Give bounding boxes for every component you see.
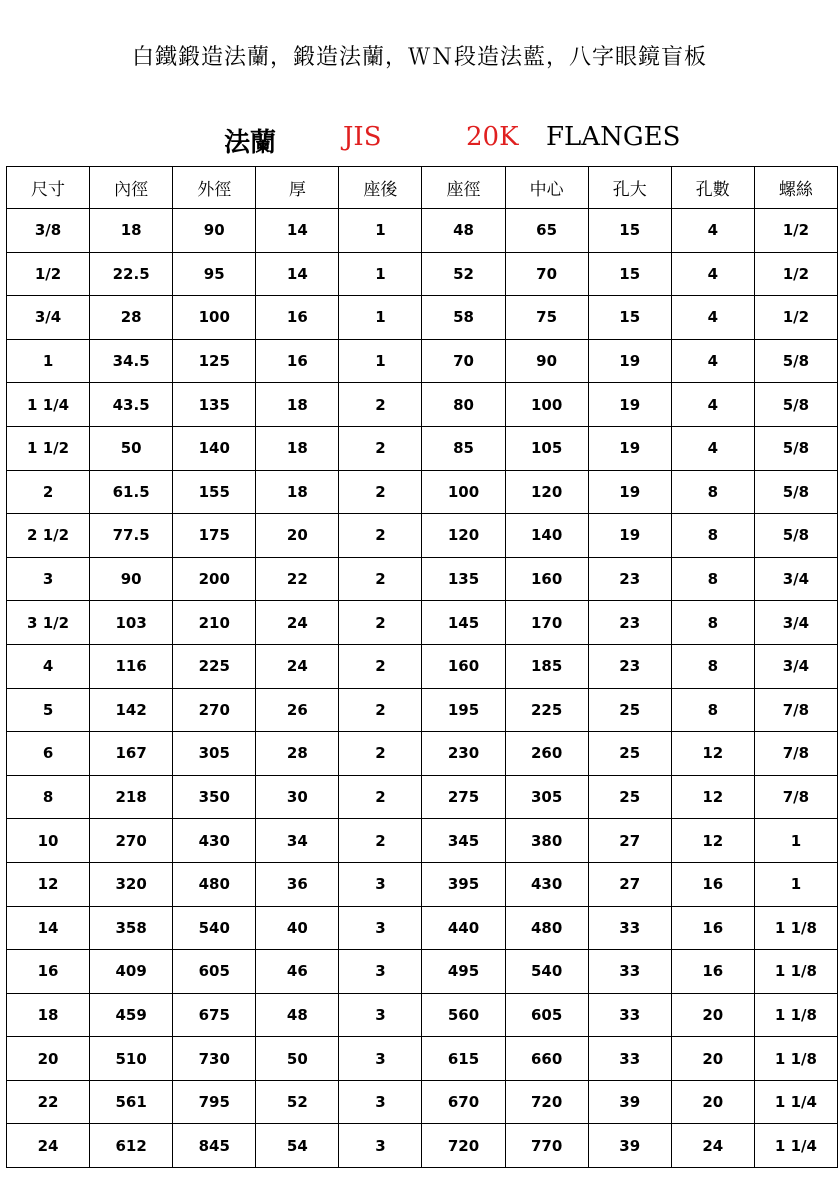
cell-hole-size: 33 (588, 950, 671, 994)
cell-inner-diameter: 561 (90, 1080, 173, 1124)
cell-bolt: 1 (754, 862, 837, 906)
cell-bolt-circle: 430 (505, 862, 588, 906)
cell-thickness: 52 (256, 1080, 339, 1124)
cell-seat-back: 2 (339, 732, 422, 776)
cell-bolt: 7/8 (754, 775, 837, 819)
cell-hole-size: 23 (588, 557, 671, 601)
table-row (7, 296, 838, 340)
table-row (7, 906, 838, 950)
cell-bolt: 1 1/8 (754, 906, 837, 950)
cell-seat-diameter: 80 (422, 383, 505, 427)
cell-hole-size: 39 (588, 1080, 671, 1124)
cell-size: 1 1/2 (7, 426, 90, 470)
table-row (7, 383, 838, 427)
cell-size: 3/4 (7, 296, 90, 340)
cell-outer-diameter: 200 (173, 557, 256, 601)
cell-inner-diameter: 50 (90, 426, 173, 470)
cell-seat-diameter: 440 (422, 906, 505, 950)
flange-spec-table (6, 166, 838, 1168)
cell-thickness: 24 (256, 644, 339, 688)
cell-thickness: 18 (256, 470, 339, 514)
cell-seat-back: 1 (339, 252, 422, 296)
cell-inner-diameter: 22.5 (90, 252, 173, 296)
cell-outer-diameter: 90 (173, 209, 256, 253)
cell-hole-count: 4 (671, 209, 754, 253)
cell-seat-back: 2 (339, 688, 422, 732)
cell-inner-diameter: 612 (90, 1124, 173, 1168)
cell-hole-size: 19 (588, 470, 671, 514)
cell-hole-count: 8 (671, 688, 754, 732)
table-row (7, 644, 838, 688)
cell-seat-back: 2 (339, 470, 422, 514)
cell-bolt-circle: 185 (505, 644, 588, 688)
cell-inner-diameter: 34.5 (90, 339, 173, 383)
cell-thickness: 18 (256, 383, 339, 427)
cell-outer-diameter: 305 (173, 732, 256, 776)
col-header-inner-diameter: 內徑 (90, 167, 173, 209)
cell-thickness: 20 (256, 514, 339, 558)
cell-outer-diameter: 140 (173, 426, 256, 470)
cell-inner-diameter: 358 (90, 906, 173, 950)
col-header-hole-size: 孔大 (588, 167, 671, 209)
cell-bolt: 1 1/8 (754, 993, 837, 1037)
cell-seat-diameter: 70 (422, 339, 505, 383)
cell-bolt-circle: 105 (505, 426, 588, 470)
cell-hole-count: 4 (671, 252, 754, 296)
cell-bolt: 3/4 (754, 601, 837, 645)
cell-bolt-circle: 605 (505, 993, 588, 1037)
cell-outer-diameter: 270 (173, 688, 256, 732)
cell-hole-size: 25 (588, 732, 671, 776)
table-row (7, 426, 838, 470)
cell-inner-diameter: 18 (90, 209, 173, 253)
cell-bolt: 1/2 (754, 296, 837, 340)
cell-seat-back: 2 (339, 819, 422, 863)
cell-size: 20 (7, 1037, 90, 1081)
cell-inner-diameter: 270 (90, 819, 173, 863)
cell-bolt: 1 1/4 (754, 1080, 837, 1124)
col-header-size: 尺寸 (7, 167, 90, 209)
col-header-seat-diameter: 座徑 (422, 167, 505, 209)
cell-seat-back: 2 (339, 557, 422, 601)
cell-bolt-circle: 225 (505, 688, 588, 732)
cell-bolt-circle: 480 (505, 906, 588, 950)
cell-thickness: 36 (256, 862, 339, 906)
cell-outer-diameter: 605 (173, 950, 256, 994)
cell-seat-back: 3 (339, 993, 422, 1037)
cell-seat-diameter: 58 (422, 296, 505, 340)
cell-outer-diameter: 225 (173, 644, 256, 688)
table-row (7, 252, 838, 296)
table-row (7, 950, 838, 994)
table-row (7, 862, 838, 906)
cell-hole-count: 4 (671, 296, 754, 340)
cell-outer-diameter: 795 (173, 1080, 256, 1124)
cell-bolt: 1 1/8 (754, 950, 837, 994)
table-row (7, 732, 838, 776)
cell-thickness: 54 (256, 1124, 339, 1168)
cell-bolt-circle: 70 (505, 252, 588, 296)
cell-inner-diameter: 103 (90, 601, 173, 645)
cell-hole-size: 23 (588, 644, 671, 688)
cell-thickness: 14 (256, 209, 339, 253)
cell-seat-diameter: 560 (422, 993, 505, 1037)
table-row (7, 688, 838, 732)
heading-pressure-rating: 20K (466, 122, 519, 152)
cell-bolt-circle: 90 (505, 339, 588, 383)
cell-bolt-circle: 770 (505, 1124, 588, 1168)
cell-seat-back: 2 (339, 514, 422, 558)
cell-thickness: 40 (256, 906, 339, 950)
cell-size: 8 (7, 775, 90, 819)
cell-seat-diameter: 615 (422, 1037, 505, 1081)
cell-inner-diameter: 116 (90, 644, 173, 688)
cell-size: 1 1/4 (7, 383, 90, 427)
cell-hole-size: 19 (588, 339, 671, 383)
table-row (7, 339, 838, 383)
cell-bolt: 1/2 (754, 209, 837, 253)
cell-thickness: 34 (256, 819, 339, 863)
col-header-hole-count: 孔數 (671, 167, 754, 209)
cell-hole-size: 23 (588, 601, 671, 645)
cell-seat-diameter: 395 (422, 862, 505, 906)
cell-size: 3/8 (7, 209, 90, 253)
cell-seat-diameter: 230 (422, 732, 505, 776)
cell-bolt-circle: 140 (505, 514, 588, 558)
cell-hole-count: 20 (671, 993, 754, 1037)
cell-size: 3 (7, 557, 90, 601)
cell-thickness: 46 (256, 950, 339, 994)
cell-hole-count: 24 (671, 1124, 754, 1168)
heading-standard: JIS (343, 122, 382, 152)
cell-size: 24 (7, 1124, 90, 1168)
cell-hole-count: 4 (671, 426, 754, 470)
cell-size: 2 (7, 470, 90, 514)
cell-outer-diameter: 350 (173, 775, 256, 819)
cell-bolt-circle: 660 (505, 1037, 588, 1081)
table-row (7, 1080, 838, 1124)
cell-bolt: 7/8 (754, 688, 837, 732)
col-header-seat-back: 座後 (339, 167, 422, 209)
cell-seat-diameter: 670 (422, 1080, 505, 1124)
cell-inner-diameter: 459 (90, 993, 173, 1037)
cell-size: 1/2 (7, 252, 90, 296)
cell-bolt-circle: 380 (505, 819, 588, 863)
cell-size: 22 (7, 1080, 90, 1124)
cell-bolt-circle: 305 (505, 775, 588, 819)
cell-thickness: 16 (256, 339, 339, 383)
cell-hole-count: 4 (671, 339, 754, 383)
cell-thickness: 50 (256, 1037, 339, 1081)
cell-bolt-circle: 720 (505, 1080, 588, 1124)
table-body (7, 209, 838, 1168)
cell-seat-back: 2 (339, 601, 422, 645)
cell-hole-count: 12 (671, 775, 754, 819)
cell-hole-count: 8 (671, 601, 754, 645)
cell-inner-diameter: 77.5 (90, 514, 173, 558)
cell-hole-count: 20 (671, 1037, 754, 1081)
cell-bolt: 1/2 (754, 252, 837, 296)
cell-hole-count: 16 (671, 950, 754, 994)
cell-seat-diameter: 495 (422, 950, 505, 994)
cell-hole-size: 25 (588, 688, 671, 732)
table-row (7, 775, 838, 819)
cell-bolt-circle: 540 (505, 950, 588, 994)
cell-seat-back: 2 (339, 426, 422, 470)
cell-seat-back: 3 (339, 1124, 422, 1168)
cell-hole-count: 12 (671, 819, 754, 863)
cell-outer-diameter: 95 (173, 252, 256, 296)
table-row (7, 1124, 838, 1168)
cell-size: 4 (7, 644, 90, 688)
cell-size: 6 (7, 732, 90, 776)
cell-seat-diameter: 52 (422, 252, 505, 296)
cell-hole-count: 16 (671, 906, 754, 950)
cell-hole-count: 8 (671, 514, 754, 558)
cell-seat-back: 1 (339, 296, 422, 340)
cell-inner-diameter: 510 (90, 1037, 173, 1081)
cell-bolt: 1 1/8 (754, 1037, 837, 1081)
cell-bolt: 5/8 (754, 426, 837, 470)
heading-chinese-title: 法蘭 (224, 128, 277, 158)
col-header-outer-diameter: 外徑 (173, 167, 256, 209)
document-heading (0, 122, 839, 162)
cell-inner-diameter: 28 (90, 296, 173, 340)
cell-hole-size: 33 (588, 993, 671, 1037)
col-header-bolt: 螺絲 (754, 167, 837, 209)
cell-outer-diameter: 540 (173, 906, 256, 950)
cell-seat-back: 3 (339, 950, 422, 994)
table-header-row (7, 167, 838, 209)
cell-seat-back: 3 (339, 906, 422, 950)
cell-seat-back: 1 (339, 339, 422, 383)
cell-inner-diameter: 218 (90, 775, 173, 819)
cell-seat-back: 2 (339, 644, 422, 688)
cell-hole-count: 20 (671, 1080, 754, 1124)
cell-bolt-circle: 65 (505, 209, 588, 253)
cell-bolt: 3/4 (754, 557, 837, 601)
cell-seat-diameter: 145 (422, 601, 505, 645)
cell-thickness: 24 (256, 601, 339, 645)
cell-outer-diameter: 845 (173, 1124, 256, 1168)
table-row (7, 209, 838, 253)
cell-hole-count: 8 (671, 470, 754, 514)
cell-thickness: 18 (256, 426, 339, 470)
cell-inner-diameter: 409 (90, 950, 173, 994)
cell-seat-diameter: 135 (422, 557, 505, 601)
cell-seat-diameter: 275 (422, 775, 505, 819)
cell-size: 2 1/2 (7, 514, 90, 558)
cell-size: 5 (7, 688, 90, 732)
cell-thickness: 26 (256, 688, 339, 732)
cell-hole-count: 4 (671, 383, 754, 427)
cell-seat-back: 2 (339, 383, 422, 427)
cell-bolt: 3/4 (754, 644, 837, 688)
table-row (7, 514, 838, 558)
cell-bolt: 7/8 (754, 732, 837, 776)
cell-seat-back: 3 (339, 1080, 422, 1124)
cell-bolt: 5/8 (754, 383, 837, 427)
cell-hole-size: 33 (588, 906, 671, 950)
cell-thickness: 48 (256, 993, 339, 1037)
cell-bolt: 5/8 (754, 514, 837, 558)
cell-thickness: 16 (256, 296, 339, 340)
cell-hole-size: 15 (588, 296, 671, 340)
cell-outer-diameter: 210 (173, 601, 256, 645)
cell-bolt-circle: 75 (505, 296, 588, 340)
cell-bolt-circle: 170 (505, 601, 588, 645)
cell-hole-size: 19 (588, 426, 671, 470)
cell-seat-diameter: 120 (422, 514, 505, 558)
cell-thickness: 22 (256, 557, 339, 601)
cell-seat-diameter: 195 (422, 688, 505, 732)
cell-seat-diameter: 720 (422, 1124, 505, 1168)
cell-hole-size: 25 (588, 775, 671, 819)
cell-seat-diameter: 160 (422, 644, 505, 688)
cell-inner-diameter: 43.5 (90, 383, 173, 427)
document-subtitle: 白鐵鍛造法蘭，鍛造法蘭，ＷＮ段造法藍，八字眼鏡盲板 (131, 45, 707, 70)
cell-seat-diameter: 85 (422, 426, 505, 470)
cell-bolt: 1 1/4 (754, 1124, 837, 1168)
cell-seat-diameter: 48 (422, 209, 505, 253)
cell-size: 14 (7, 906, 90, 950)
cell-hole-count: 8 (671, 557, 754, 601)
cell-outer-diameter: 430 (173, 819, 256, 863)
cell-seat-back: 1 (339, 209, 422, 253)
cell-thickness: 28 (256, 732, 339, 776)
cell-size: 10 (7, 819, 90, 863)
table-row (7, 470, 838, 514)
cell-seat-diameter: 345 (422, 819, 505, 863)
table-row (7, 557, 838, 601)
table-row (7, 993, 838, 1037)
cell-hole-size: 15 (588, 252, 671, 296)
cell-size: 1 (7, 339, 90, 383)
cell-seat-back: 3 (339, 862, 422, 906)
cell-inner-diameter: 320 (90, 862, 173, 906)
cell-outer-diameter: 730 (173, 1037, 256, 1081)
table-row (7, 1037, 838, 1081)
cell-bolt: 5/8 (754, 339, 837, 383)
cell-outer-diameter: 135 (173, 383, 256, 427)
cell-size: 3 1/2 (7, 601, 90, 645)
cell-bolt-circle: 260 (505, 732, 588, 776)
cell-hole-size: 19 (588, 383, 671, 427)
cell-size: 18 (7, 993, 90, 1037)
cell-size: 12 (7, 862, 90, 906)
cell-hole-size: 33 (588, 1037, 671, 1081)
cell-inner-diameter: 90 (90, 557, 173, 601)
cell-thickness: 30 (256, 775, 339, 819)
cell-outer-diameter: 100 (173, 296, 256, 340)
cell-hole-count: 16 (671, 862, 754, 906)
table-row (7, 819, 838, 863)
cell-hole-size: 15 (588, 209, 671, 253)
col-header-bolt-circle: 中心 (505, 167, 588, 209)
cell-outer-diameter: 155 (173, 470, 256, 514)
cell-seat-back: 3 (339, 1037, 422, 1081)
cell-hole-count: 12 (671, 732, 754, 776)
cell-outer-diameter: 175 (173, 514, 256, 558)
table-row (7, 601, 838, 645)
cell-hole-size: 19 (588, 514, 671, 558)
cell-size: 16 (7, 950, 90, 994)
cell-outer-diameter: 480 (173, 862, 256, 906)
cell-seat-diameter: 100 (422, 470, 505, 514)
cell-bolt: 1 (754, 819, 837, 863)
cell-hole-size: 27 (588, 862, 671, 906)
cell-inner-diameter: 167 (90, 732, 173, 776)
cell-hole-size: 27 (588, 819, 671, 863)
cell-outer-diameter: 125 (173, 339, 256, 383)
cell-hole-count: 8 (671, 644, 754, 688)
col-header-thickness: 厚 (256, 167, 339, 209)
cell-hole-size: 39 (588, 1124, 671, 1168)
heading-product-type: FLANGES (546, 122, 681, 152)
cell-bolt-circle: 100 (505, 383, 588, 427)
cell-outer-diameter: 675 (173, 993, 256, 1037)
cell-inner-diameter: 142 (90, 688, 173, 732)
cell-bolt-circle: 160 (505, 557, 588, 601)
cell-bolt: 5/8 (754, 470, 837, 514)
cell-bolt-circle: 120 (505, 470, 588, 514)
cell-inner-diameter: 61.5 (90, 470, 173, 514)
cell-thickness: 14 (256, 252, 339, 296)
cell-seat-back: 2 (339, 775, 422, 819)
